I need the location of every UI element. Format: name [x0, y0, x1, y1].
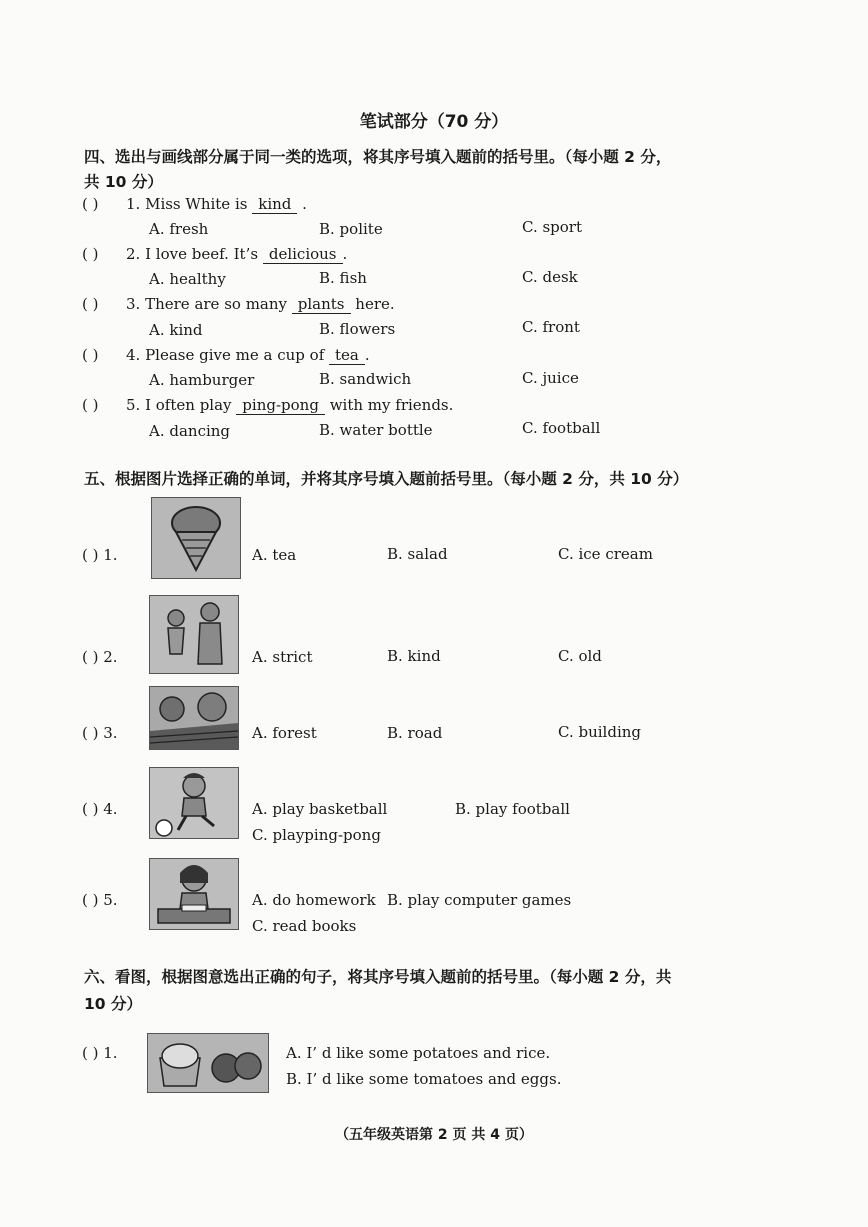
answer-bracket[interactable]: ( ): [82, 346, 99, 364]
section-4-heading-line2: 共 10 分）: [84, 173, 163, 191]
option-c: C. building: [558, 723, 641, 741]
ice-cream-picture: [151, 497, 241, 579]
option-b: B. flowers: [319, 320, 396, 338]
option-a: A. I’ d like some potatoes and rice.: [286, 1044, 551, 1062]
question-stem: 3. There are so many plants here.: [126, 295, 395, 313]
underlined-word: ping-pong: [236, 397, 325, 415]
landscape-picture: [149, 686, 239, 750]
written-section-title: 笔试部分（70 分）: [359, 112, 509, 132]
option-c: C. playping-pong: [252, 826, 381, 844]
answer-bracket[interactable]: ( ): [82, 396, 99, 414]
underlined-word: plants: [292, 296, 351, 314]
option-a: A. forest: [252, 724, 317, 742]
answer-bracket[interactable]: ( ) 2.: [82, 648, 118, 666]
option-c: C. old: [558, 647, 602, 665]
answer-bracket[interactable]: ( ) 5.: [82, 891, 118, 909]
boy-ball-picture: [149, 767, 239, 839]
option-b: B. road: [387, 724, 443, 742]
option-c: C. football: [522, 419, 601, 437]
page-footer: （五年级英语第 2 页 共 4 页）: [335, 1127, 533, 1143]
question-stem: 4. Please give me a cup of tea .: [126, 346, 370, 364]
answer-bracket[interactable]: ( ): [82, 295, 99, 313]
section-5-heading: 五、根据图片选择正确的单词，并将其序号填入题前括号里。（每小题 2 分，共 10 分）: [84, 470, 689, 488]
option-a: A. strict: [252, 648, 313, 666]
option-b: B. salad: [387, 545, 448, 563]
option-b: B. I’ d like some tomatoes and eggs.: [286, 1070, 562, 1088]
section-4-heading-line1: 四、选出与画线部分属于同一类的选项，将其序号填入题前的括号里。（每小题 2 分，: [84, 148, 672, 166]
question-stem: 5. I often play ping-pong with my friends.: [126, 396, 454, 414]
option-a: A. tea: [252, 546, 297, 564]
option-a: A. play basketball: [252, 800, 388, 818]
answer-bracket[interactable]: ( ) 3.: [82, 724, 118, 742]
question-stem: 1. Miss White is kind .: [126, 195, 307, 213]
option-c: C. read books: [252, 917, 357, 935]
option-b: B. polite: [319, 220, 383, 238]
option-b: B. sandwich: [319, 370, 412, 388]
food-picture: [147, 1033, 269, 1093]
answer-bracket[interactable]: ( ) 4.: [82, 800, 118, 818]
option-b: B. fish: [319, 269, 367, 287]
option-b: B. kind: [387, 647, 441, 665]
option-b: B. water bottle: [319, 421, 433, 439]
option-b: B. play computer games: [387, 891, 572, 909]
answer-bracket[interactable]: ( ): [82, 195, 99, 213]
question-stem: 2. I love beef. It’s delicious .: [126, 245, 348, 263]
option-b: B. play football: [455, 800, 570, 818]
section-6-heading-line2: 10 分）: [84, 995, 142, 1013]
option-c: C. desk: [522, 268, 578, 286]
option-c: C. juice: [522, 369, 579, 387]
option-a: A. fresh: [149, 220, 209, 238]
girl-desk-picture: [149, 858, 239, 930]
option-c: C. front: [522, 318, 580, 336]
option-a: A. hamburger: [149, 371, 255, 389]
option-c: C. ice cream: [558, 545, 653, 563]
underlined-word: tea: [329, 347, 365, 365]
option-a: A. kind: [149, 321, 203, 339]
people-picture: [149, 595, 239, 674]
underlined-word: kind: [252, 196, 297, 214]
option-a: A. healthy: [149, 270, 226, 288]
underlined-word: delicious: [263, 246, 343, 264]
answer-bracket[interactable]: ( ): [82, 245, 99, 263]
section-6-heading-line1: 六、看图，根据图意选出正确的句子，将其序号填入题前的括号里。（每小题 2 分，共: [84, 968, 672, 986]
option-a: A. dancing: [149, 422, 231, 440]
option-a: A. do homework: [252, 891, 376, 909]
answer-bracket[interactable]: ( ) 1.: [82, 1044, 118, 1062]
option-c: C. sport: [522, 218, 583, 236]
answer-bracket[interactable]: ( ) 1.: [82, 546, 118, 564]
